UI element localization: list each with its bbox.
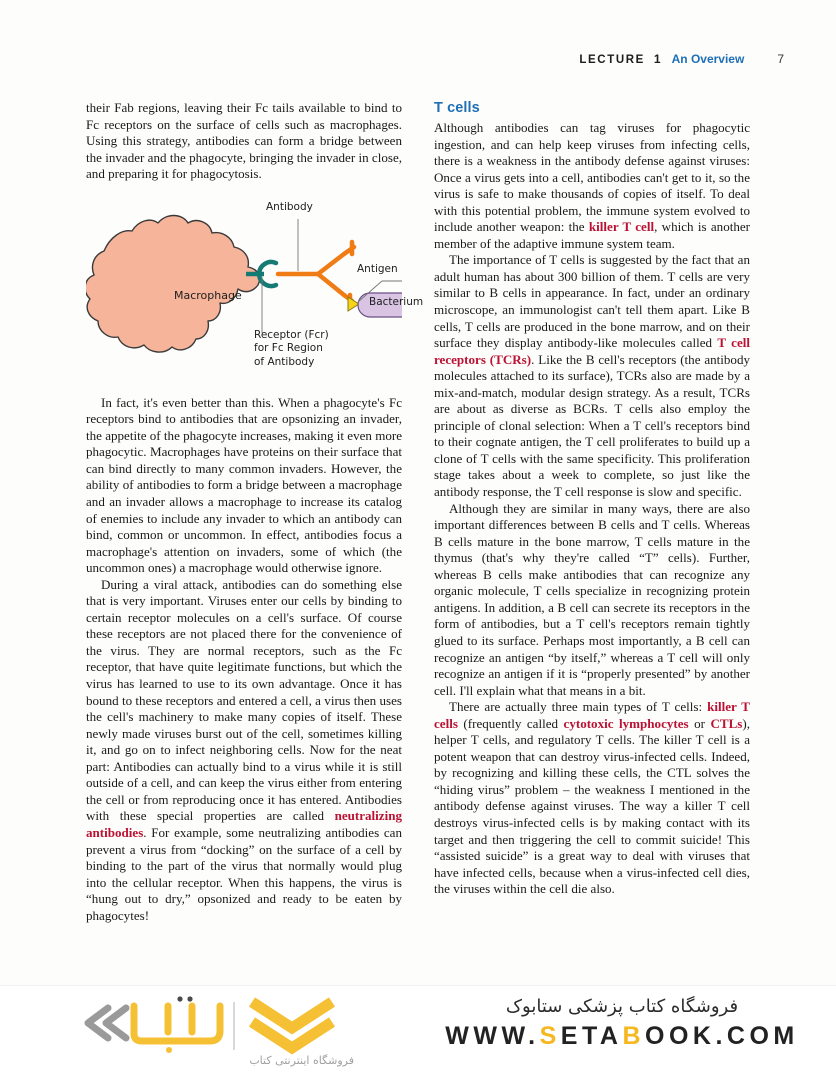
- paragraph-viral-attack-part2: . For example, some neutralizing antibodies can prevent a virus from “docking” on the surface of a cell by binding to the part of the virus that normally would plug into the cellular receptor. When this happens, the virus is “hung out to dry,” opsonized and ready to be eaten by phagocytes!: [86, 824, 402, 923]
- paragraph-importance-part1: The importance of T cells is suggested by the fact that an adult human has about 300 billion of them. T cells are very similar to B cells in appearance. In fact, under an ordinary microscope, an immunologist can't tell them apart. Like B cells, T cells are produced in the bone marrow, and on their surface they display antibody-like molecules called: [434, 252, 750, 351]
- brand-dot-icon-3: [187, 996, 192, 1001]
- paragraph-importance-of-t-cells: [434, 252, 750, 500]
- figure-label-fc-receptor-line1: Receptor (Fcr): [254, 328, 329, 341]
- right-column: [434, 100, 750, 970]
- paragraph-antibody-weakness-part2: , which is another member of the adaptive immune system team.: [434, 219, 751, 251]
- term-killer-t-cells: killer T cells: [434, 699, 750, 731]
- section-heading-t-cells: T cells: [434, 100, 480, 116]
- triple-chevron-emblem-icon: [252, 1002, 332, 1048]
- antibody-shape: [278, 242, 354, 307]
- figure-macrophage-antibody-bacterium: [86, 197, 424, 383]
- running-head: [579, 52, 784, 66]
- figure-label-fc-receptor-line2: for Fc Region: [254, 342, 323, 355]
- page-number: 7: [777, 52, 784, 66]
- paragraph-antibody-weakness-part1: Although antibodies can tag viruses for phagocytic ingestion, and can help keep viruses from infecting cells, there is a weakness in the antibody defense against viruses: Once a virus gets into a cell, antibodies can't get to it, so the virus is safe to make thousands of copies of itself. To deal with this potential problem, the immune system evolved to include another weapon: the: [434, 120, 750, 235]
- term-t-cell-receptors: T cell receptors (TCRs): [434, 335, 750, 367]
- paragraph-importance-part2: . Like the B cell's receptors (the antibody molecules attached to its surface), TCRs also are made by a mix-and-match, modular design strategy. As a result, TCRs are about as diverse as BCRs. T cells also employ the principle of clonal selection: When a T cell's receptors bind to their cognate antigen, the T cell proliferates to build up a clone of T cells with the same specificity. This proliferation stage takes about a week to complete, so just like the antibody response, the T cell response is slow and specific.: [434, 351, 751, 500]
- figure-label-fc-receptor-line3: of Antibody: [254, 355, 315, 368]
- term-ctls: CTLs: [710, 715, 743, 731]
- left-column: [86, 100, 424, 970]
- brand-wordmark-shape: [134, 1006, 220, 1041]
- figure-label-macrophage: Macrophage: [174, 288, 242, 302]
- brand-logo-left: [70, 994, 390, 1074]
- paragraph-three-types-part2: ), helper T cells, and regulatory T cells. The killer T cell is a potent weapon that can destroy virus-infected cells. Indeed, by recognizing and killing these cells, the CTL solves the “hiding virus” problem – the weakness I mentioned in the antibody defense against viruses. The way a killer T cell destroys virus-infected cells is by making contact with its target and then triggering the cell to commit suicide! This “assisted suicide” is a great way to deal with viruses that have infected cells, because when a virus-infected cell dies, the viruses within the cell die also.: [434, 715, 750, 897]
- paragraph-three-types-mid2: or: [688, 715, 711, 731]
- brand-url-prefix: WWW.: [445, 1022, 540, 1050]
- antigen-shape: [348, 297, 359, 311]
- double-chevron-icon: [88, 1008, 126, 1038]
- figure-label-antigen: Antigen: [357, 262, 398, 275]
- figure-label-fc-receptor: [254, 329, 329, 370]
- paragraph-phagocyte-appetite: In fact, it's even better than this. When a phagocyte's Fc receptors bind to antibodies that are opsonizing an invader, the appetite of the phagocyte increases, making it even more phagocytic. Macrophages have proteins on their surface that can bind directly to many common invaders. However, the ability of antibodies to form a bridge between a macrophage and an invader allows a macrophage to increase its catalog of enemies to include any invader to which an antibody can bind, common or uncommon. In effect, antibodies focus a macrophage's attention on invaders, some of which (the uncommon ones) a macrophage would otherwise ignore.: [86, 394, 402, 576]
- running-head-title: An Overview: [671, 52, 745, 66]
- brand-dot-icon: [166, 1047, 172, 1053]
- figure-label-bacterium: Bacterium: [369, 295, 424, 308]
- paragraph-b-vs-t-differences: Although they are similar in many ways, there are also important differences between B cells and T cells. Whereas B cells mature in the bone marrow, T cells mature in the thymus (that's why they're called “T” cells). Further, whereas B cells make antibodies that can recognize any organic molecule, T cells specialize in recognizing protein antigens. In addition, a B cell can secrete its receptors in the form of antibodies, but a T cell's receptors remain tightly glued to its surface. Perhaps most importantly, a B cell can recognize an antigen “by itself,” whereas a T cell will only recognize an antigen if it is “properly presented” by another cell. I'll explain what that means in a bit.: [434, 500, 750, 698]
- brand-url-eta: ETA: [560, 1022, 623, 1050]
- brand-subtitle-fa: فروشگاه اینترنتی کتاب: [249, 1054, 354, 1067]
- figure-label-antibody: Antibody: [266, 200, 313, 213]
- brand-dot-icon-2: [177, 996, 182, 1001]
- paragraph-three-types-mid1: (frequently called: [457, 715, 564, 731]
- brand-url-rest: OOK.COM: [645, 1022, 799, 1050]
- footer-watermark: [0, 985, 836, 1081]
- running-head-lecture-label: LECTURE: [579, 54, 645, 66]
- term-neutralizing-antibodies: neutralizing antibodies: [86, 808, 402, 840]
- brand-url-s: S: [539, 1022, 561, 1050]
- paragraph-viral-attack-part1: During a viral attack, antibodies can do something else that is very important. Viruses enter our cells by binding to certain receptor molecules on a cell's surface. Of course these receptors are not placed there for the convenience of the virus. They are normal receptors, such as the Fc receptor, that have quite legitimate functions, but which the virus has learned to use to its own advantage. Once it has bound to these receptors and entered a cell, a virus then uses the cell's machinery to make many copies of itself. These newly made viruses burst out of the cell, sometimes killing it, and go on to infect neighboring cells. Now for the neat part: Antibodies can actually bind to a virus while it is still outside of a cell, and can keep the virus either from entering the cell or from reproducing once it has entered. Antibodies with these special properties are called: [86, 576, 402, 824]
- running-head-lecture-number: 1: [653, 52, 661, 66]
- paragraph-three-types-part1: There are actually three main types of T cells:: [449, 699, 708, 715]
- paragraph-antibody-weakness: [434, 120, 750, 252]
- macrophage-shape: [86, 215, 260, 352]
- term-cytotoxic-lymphocytes: cytotoxic lymphocytes: [563, 715, 689, 731]
- paragraph-fab-regions: their Fab regions, leaving their Fc tails available to bind to Fc receptors on the surface of cells such as macrophages. Using this strategy, antibodies can form a bridge between the invader and the phagocyte, bringing the invader in close, and preparing it for phagocytosis.: [86, 100, 402, 182]
- body-columns: [86, 100, 750, 970]
- paragraph-viral-attack: [86, 577, 402, 924]
- paragraph-three-types-of-t-cells: [434, 699, 750, 898]
- brand-right: [432, 996, 812, 1051]
- brand-title-fa: فروشگاه کتاب پزشکی ستابوک: [505, 996, 739, 1017]
- brand-url-b: B: [622, 1022, 646, 1050]
- brand-url[interactable]: [432, 1022, 812, 1051]
- term-killer-t-cell: killer T cell: [588, 219, 655, 235]
